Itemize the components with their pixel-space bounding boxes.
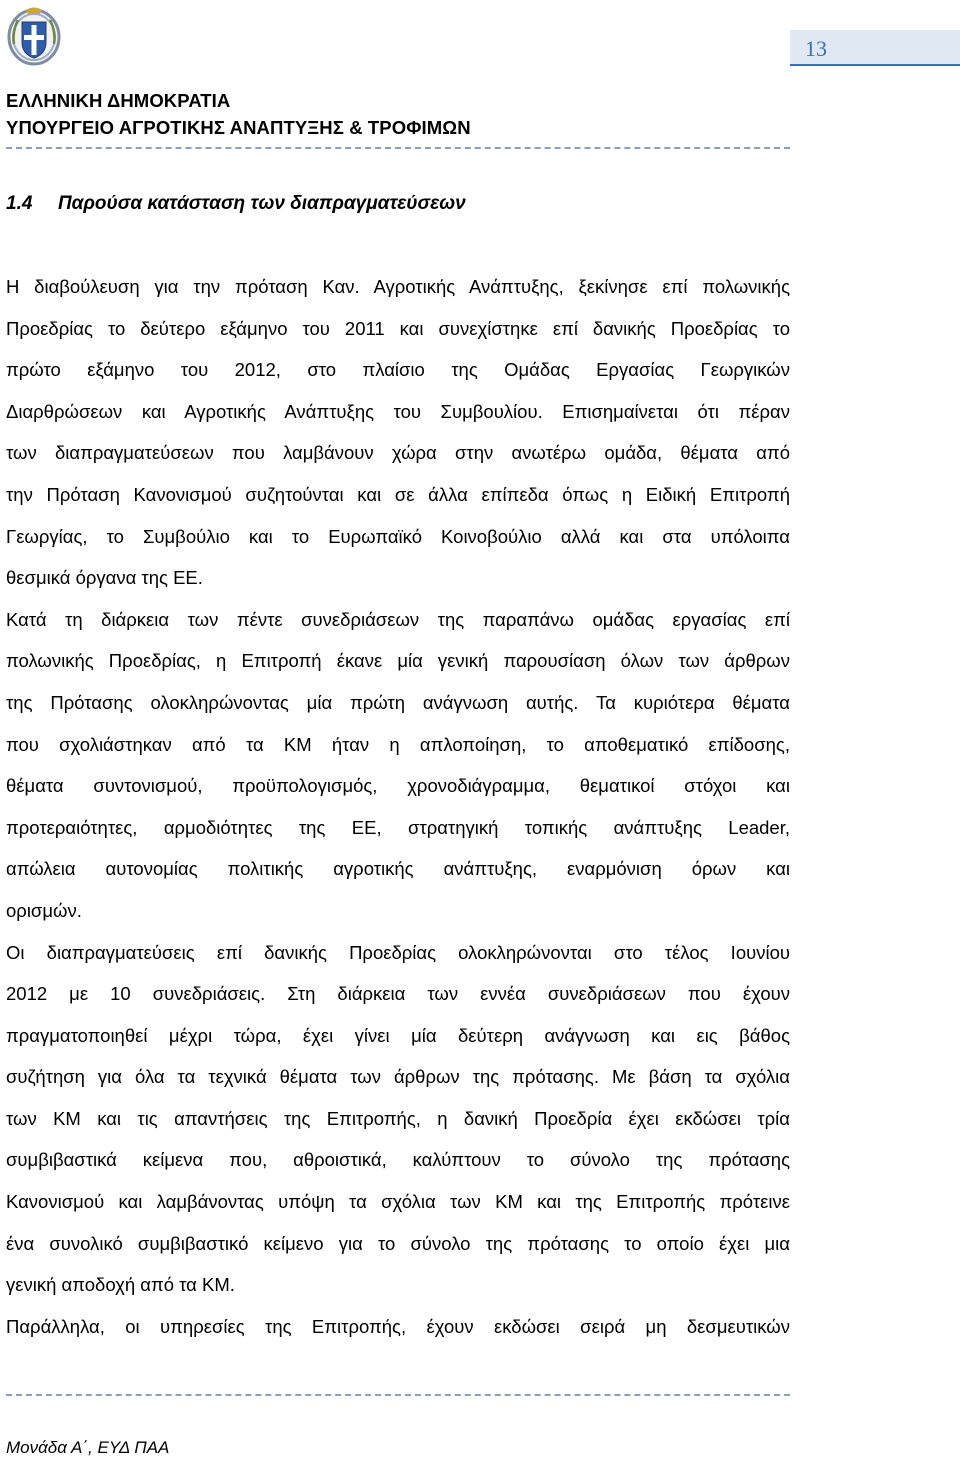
section-heading [6,193,466,215]
text-line: θέματα συντονισμού, προϋπολογισμός, χρονοδιάγραμμα, θεματικοί στόχοι και [6,775,790,797]
page-number: 13 [805,36,827,61]
text-line: ορισμών. [6,899,82,921]
text-line: Κανονισμού και λαμβάνοντας υπόψη τα σχόλια των ΚΜ και της Επιτροπής πρότεινε [6,1191,790,1213]
text-line: συμβιβαστικά κείμενα που, αθροιστικά, καλύπτουν το σύνολο της πρότασης [6,1149,790,1171]
header-accent-rule [790,64,960,66]
section-title: Παρούσα κατάσταση των διαπραγματεύσεων [58,193,466,214]
footer-text: Μονάδα Α΄, ΕΥΔ ΠΑΑ [6,1438,170,1457]
text-line: Διαρθρώσεων και Αγροτικής Ανάπτυξης του Συμβουλίου. Επισημαίνεται ότι πέραν [6,400,790,422]
text-line: των διαπραγματεύσεων που λαμβάνουν χώρα στην ανωτέρω ομάδα, θέματα από [6,442,790,464]
text-line: απώλεια αυτονομίας πολιτικής αγροτικής ανάπτυξης, εναρμόνιση όρων και [6,858,790,880]
text-line: Προεδρίας το δεύτερο εξάμηνο του 2011 και συνεχίστηκε επί δανικής Προεδρίας το [6,317,790,339]
page-number-badge [790,30,960,66]
text-line: γενική αποδοχή από τα ΚΜ. [6,1274,235,1296]
text-line: Η διαβούλευση για την πρόταση Καν. Αγροτικής Ανάπτυξης, ξεκίνησε επί πολωνικής [6,276,790,297]
text-line: της Πρότασης ολοκληρώνοντας μία πρώτη ανάγνωση αυτής. Τα κυριότερα θέματα [6,691,790,713]
text-line: θεσμικά όργανα της ΕΕ. [6,567,203,589]
text-line: Παράλληλα, οι υπηρεσίες της Επιτροπής, έχουν εκδώσει σειρά μη δεσμευτικών [6,1315,790,1337]
body-text [6,266,790,1347]
text-line: 2012 με 10 συνεδριάσεις. Στη διάρκεια των εννέα συνεδριάσεων που έχουν [6,983,790,1005]
text-line: Κατά τη διάρκεια των πέντε συνεδριάσεων της παραπάνω ομάδας εργασίας επί [6,608,790,630]
text-line: ένα συνολικό συμβιβαστικό κείμενο για το σύνολο της πρότασης το οποίο έχει μια [6,1232,790,1254]
text-line: πραγματοποιηθεί μέχρι τώρα, έχει γίνει μία δεύτερη ανάγνωση και εις βάθος [6,1024,790,1046]
text-line: πρώτο εξάμηνο του 2012, στο πλαίσιο της Ομάδας Εργασίας Γεωργικών [6,359,790,381]
footer-divider [6,1394,790,1396]
text-line: συζήτηση για όλα τα τεχνικά θέματα των άρθρων της πρότασης. Με βάση τα σχόλια [6,1066,790,1088]
text-line: Οι διαπραγματεύσεις επί δανικής Προεδρίας ολοκληρώνονται στο τέλος Ιουνίου [6,941,790,963]
text-line: πολωνικής Προεδρίας, η Επιτροπή έκανε μία γενική παρουσίαση όλων των άρθρων [6,650,790,672]
text-line: προτεραιότητες, αρμοδιότητες της ΕΕ, στρατηγική τοπικής ανάπτυξης Leader, [6,816,790,838]
org-name-line-1: ΕΛΛΗΝΙΚΗ ΔΗΜΟΚΡΑΤΙΑ [6,90,231,111]
header-divider [6,147,790,149]
text-line: που σχολιάστηκαν από τα ΚΜ ήταν η απλοποίηση, το αποθεματικό επίδοσης, [6,733,790,755]
section-number: 1.4 [6,193,33,214]
text-line: Γεωργίας, το Συμβούλιο και το Ευρωπαϊκό Κοινοβούλιο αλλά και στα υπόλοιπα [6,525,790,547]
org-name-line-2: ΥΠΟΥΡΓΕΙΟ ΑΓΡΟΤΙΚΗΣ ΑΝΑΠΤΥΞΗΣ & ΤΡΟΦΙΜΩΝ [6,117,471,138]
text-line: των ΚΜ και τις απαντήσεις της Επιτροπής, η δανική Προεδρία έχει εκδώσει τρία [6,1107,790,1129]
text-line: την Πρόταση Κανονισμού συζητούνται και σε άλλα επίπεδα όπως η Ειδική Επιτροπή [6,483,790,505]
greek-coat-of-arms-icon [6,4,62,66]
